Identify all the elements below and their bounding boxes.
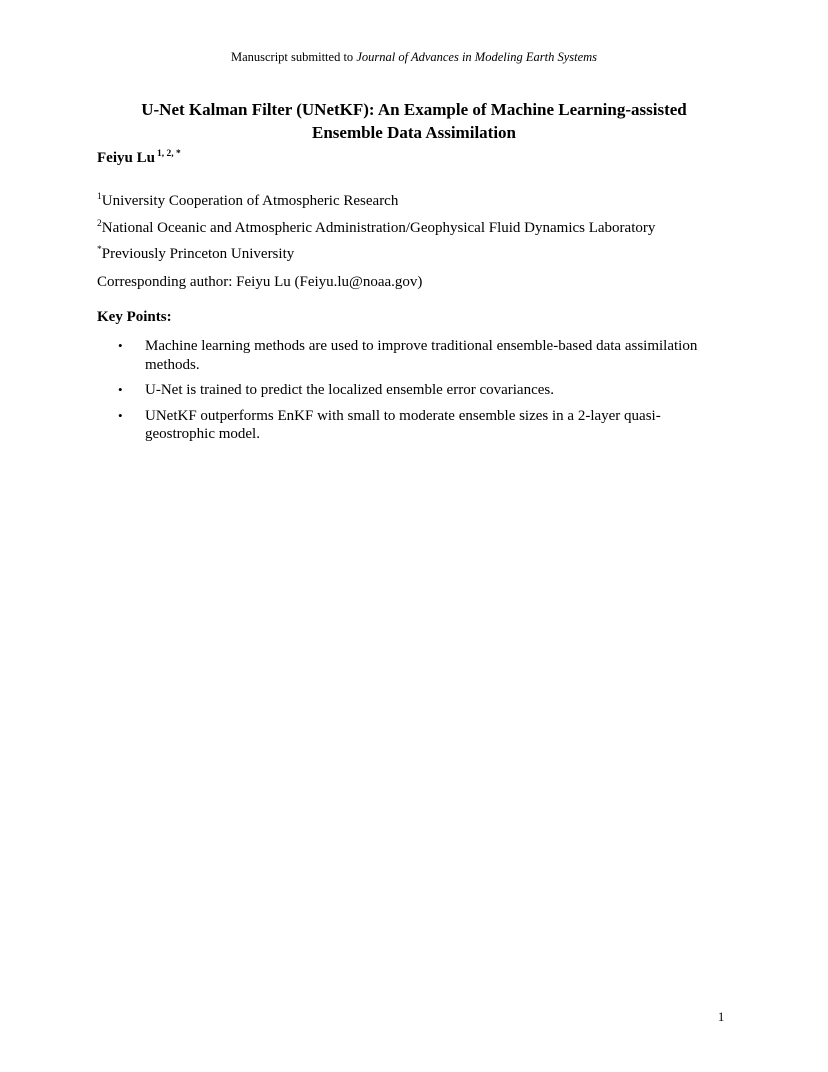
bullet-icon: •	[118, 407, 123, 423]
paper-title	[80, 98, 748, 144]
affiliation-2	[97, 220, 655, 237]
affiliation-3-mark: *	[97, 245, 102, 255]
key-points-heading: Key Points:	[97, 309, 172, 325]
affiliation-3	[97, 246, 294, 263]
running-header	[0, 50, 828, 65]
key-point-item	[97, 381, 717, 400]
affiliation-2-text: National Oceanic and Atmospheric Administration/Geophysical Fluid Dynamics Laboratory	[101, 220, 656, 236]
affiliation-1	[97, 193, 398, 210]
paper-title-line-2: Ensemble Data Assimilation	[311, 123, 517, 142]
key-point-text: Machine learning methods are used to improve traditional ensemble-based data assimilation methods.	[145, 338, 698, 373]
affiliation-2-mark: 2	[97, 219, 102, 229]
key-point-item	[97, 337, 717, 374]
corresponding-author: Corresponding author: Feiyu Lu (Feiyu.lu@noaa.gov)	[97, 274, 423, 290]
paper-title-line-1: U-Net Kalman Filter (UNetKF): An Example of Machine Learning-assisted	[141, 100, 687, 119]
affiliation-1-mark: 1	[97, 192, 102, 202]
affiliation-3-text: Previously Princeton University	[101, 246, 295, 262]
running-header-prefix: Manuscript submitted to	[230, 50, 357, 64]
journal-name: Journal of Advances in Modeling Earth Systems	[356, 50, 598, 64]
affiliation-1-text: University Cooperation of Atmospheric Research	[101, 193, 399, 209]
page-number: 1	[718, 1010, 725, 1024]
key-point-item	[97, 407, 717, 444]
key-point-text: UNetKF outperforms EnKF with small to moderate ensemble sizes in a 2-layer quasi-geostrophic model.	[145, 407, 661, 442]
bullet-icon: •	[118, 382, 123, 397]
author-affiliation-marks: 1, 2, *	[156, 149, 181, 159]
author-name: Feiyu Lu	[97, 150, 155, 166]
author-line	[97, 150, 181, 167]
key-point-text: U-Net is trained to predict the localized ensemble error covariances.	[145, 382, 554, 398]
key-points-list	[97, 337, 717, 444]
bullet-icon: •	[118, 338, 123, 353]
